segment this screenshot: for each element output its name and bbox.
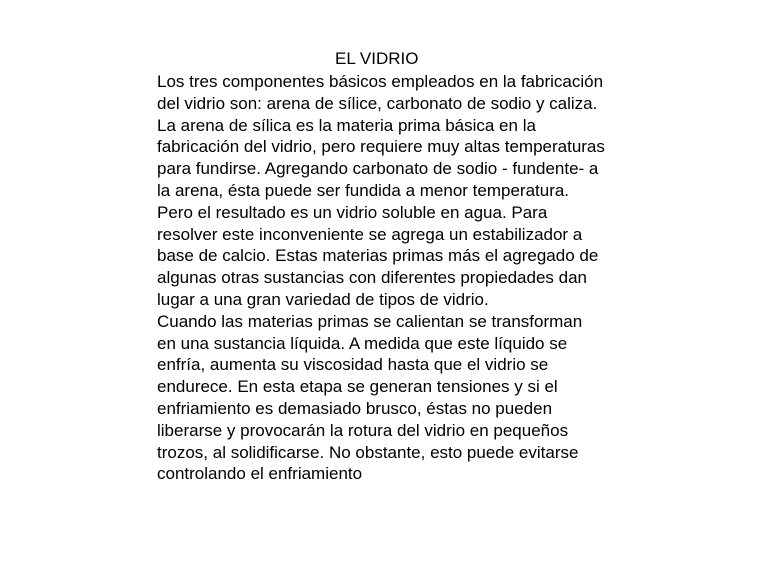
page-title: EL VIDRIO [335, 49, 419, 68]
text-line: enfriamiento es demasiado brusco, éstas no pueden [157, 398, 553, 418]
text-line: lugar a una gran variedad de tipos de vidrio. [157, 289, 489, 309]
text-line: Cuando las materias primas se calientan se transforman [157, 311, 583, 331]
text-line: enfría, aumenta su viscosidad hasta que el vidrio se [157, 355, 549, 375]
text-line: La arena de sílica es la materia prima básica en la [157, 115, 536, 135]
text-line: para fundirse. Agregando carbonato de sodio - fundente- a [157, 159, 599, 179]
text-line: del vidrio son: arena de sílice, carbonato de sodio y caliza. [157, 93, 598, 113]
text-line: endurece. En esta etapa se generan tensiones y si el [157, 377, 558, 397]
text-line: fabricación del vidrio, pero requiere muy altas temperaturas [157, 137, 605, 157]
text-line: algunas otras sustancias con diferentes propiedades dan [157, 268, 588, 288]
text-line: Los tres componentes básicos empleados en la fabricación [157, 72, 604, 91]
text-line: Pero el resultado es un vidrio soluble en agua. Para [157, 202, 548, 222]
text-line: base de calcio. Estas materias primas más el agregado de [157, 246, 599, 266]
body-text [157, 71, 605, 485]
text-line: controlando el enfriamiento [157, 464, 363, 484]
text-line: trozos, al solidificarse. No obstante, esto puede evitarse [157, 442, 579, 462]
text-line: la arena, ésta puede ser fundida a menor temperatura. [157, 180, 570, 200]
text-line: resolver este inconveniente se agrega un estabilizador a [157, 224, 583, 244]
text-line: en una sustancia líquida. A medida que este líquido se [157, 333, 568, 353]
text-line: liberarse y provocarán la rotura del vidrio en pequeños [157, 420, 569, 440]
